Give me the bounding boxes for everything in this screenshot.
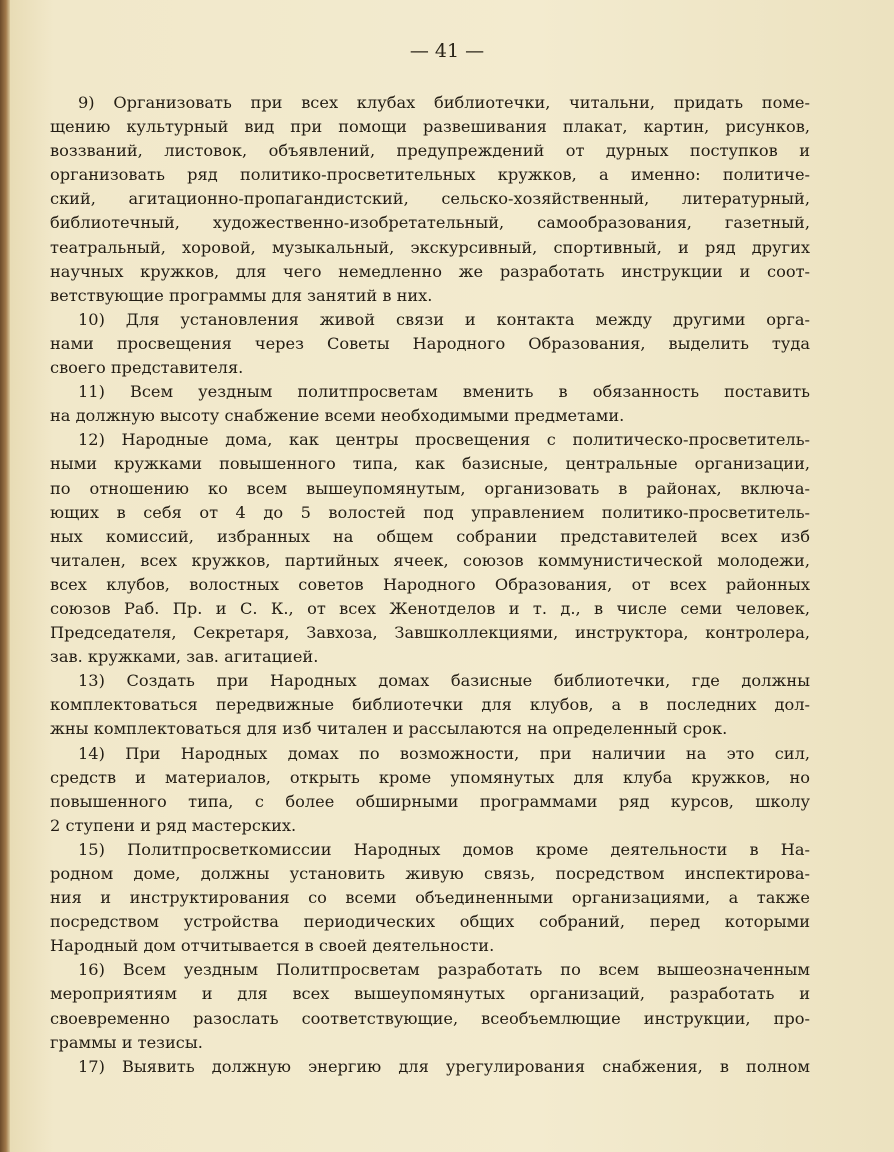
text-line: 15) Политпросветкомиссии Народных домов кроме деятельности в На-: [78, 839, 810, 859]
text-line: 2 ступени и ряд мастерских.: [50, 815, 297, 835]
text-line: повышенного типа, с более обширными программами ряд курсов, школу: [50, 791, 810, 811]
text-line: 9) Организовать при всех клубах библиотечки, читальни, придать поме-: [78, 93, 810, 112]
text-line: 16) Всем уездным Политпросветам разработать по всем вышеозначенным: [78, 960, 810, 980]
text-line: 12) Народные дома, как центры просвещения с политическо-просветитель-: [78, 430, 810, 450]
text-line: организовать ряд политико-просветительных кружков, а именно: политиче-: [50, 165, 810, 185]
text-line: комплектоваться передвижные библиотечки для клубов, а в последних дол-: [50, 695, 810, 715]
text-line: своего представителя.: [50, 358, 244, 378]
text-line: ния и инструктирования со всеми объединенными организациями, а также: [50, 888, 810, 908]
text-line: на должную высоту снабжение всеми необходимыми предметами.: [50, 406, 625, 426]
book-binding-edge: [0, 0, 10, 1152]
text-line: союзов Раб. Пр. и С. К., от всех Женотделов и т. д., в числе семи человек,: [50, 598, 810, 618]
text-line: ский, агитационно-пропагандистский, сельско-хозяйственный, литературный,: [50, 189, 810, 209]
text-line: Народный дом отчитывается в своей деятельности.: [50, 936, 495, 956]
text-line: 10) Для установления живой связи и контакта между другими орга-: [78, 309, 810, 329]
text-line: библиотечный, художественно-изобретательный, самообразования, газетный,: [50, 213, 810, 233]
text-line: средств и материалов, открыть кроме упомянутых для клуба кружков, но: [50, 767, 810, 787]
text-line: научных кружков, для чего немедленно же разработать инструкции и соот-: [50, 261, 810, 281]
text-line: посредством устройства периодических общих собраний, перед которыми: [50, 912, 810, 932]
text-line: всех клубов, волостных советов Народного Образования, от всех районных: [50, 574, 810, 594]
text-line: Председателя, Секретаря, Завхоза, Завшколлекциями, инструктора, контролера,: [50, 623, 810, 643]
text-line: ными кружками повышенного типа, как базисные, центральные организации,: [50, 454, 810, 474]
body-text: [50, 91, 810, 1079]
text-line: воззваний, листовок, объявлений, предупреждений от дурных поступков и: [50, 141, 810, 161]
page-number: — 41 —: [409, 40, 485, 62]
text-line: ных комиссий, избранных на общем собрании представителей всех изб: [50, 526, 810, 546]
text-line: театральный, хоровой, музыкальный, экскурсивный, спортивный, и ряд других: [50, 237, 810, 257]
text-line: ветствующие программы для занятий в них.: [50, 285, 433, 305]
text-line: щению культурный вид при помощи развешивания плакат, картин, рисунков,: [50, 117, 810, 137]
text-line: родном доме, должны установить живую связь, посредством инспектирова-: [50, 864, 810, 883]
text-line: читален, всех кружков, партийных ячеек, союзов коммунистической молодежи,: [50, 550, 810, 570]
text-line: 14) При Народных домах по возможности, при наличии на это сил,: [78, 743, 810, 763]
text-line: 13) Создать при Народных домах базисные библиотечки, где должны: [78, 671, 810, 691]
text-line: граммы и тезисы.: [50, 1032, 203, 1052]
text-line: ющих в себя от 4 до 5 волостей под управлением политико-просветитель-: [50, 502, 810, 522]
text-line: мероприятиям и для всех вышеупомянутых организаций, разработать и: [50, 984, 810, 1004]
text-line: нами просвещения через Советы Народного Образования, выделить туда: [50, 333, 810, 353]
text-line: жны комплектоваться для изб читален и рассылаются на определенный срок.: [50, 719, 728, 739]
text-line: 11) Всем уездным политпросветам вменить в обязанность поставить: [78, 382, 810, 402]
text-line: своевременно разослать соответствующие, всеобъемлющие инструкции, про-: [50, 1008, 810, 1028]
text-line: по отношению ко всем вышеупомянутым, организовать в районах, включа-: [50, 478, 810, 498]
text-line: 17) Выявить должную энергию для урегулирования снабжения, в полном: [78, 1056, 810, 1076]
text-line: зав. кружками, зав. агитацией.: [50, 647, 319, 667]
